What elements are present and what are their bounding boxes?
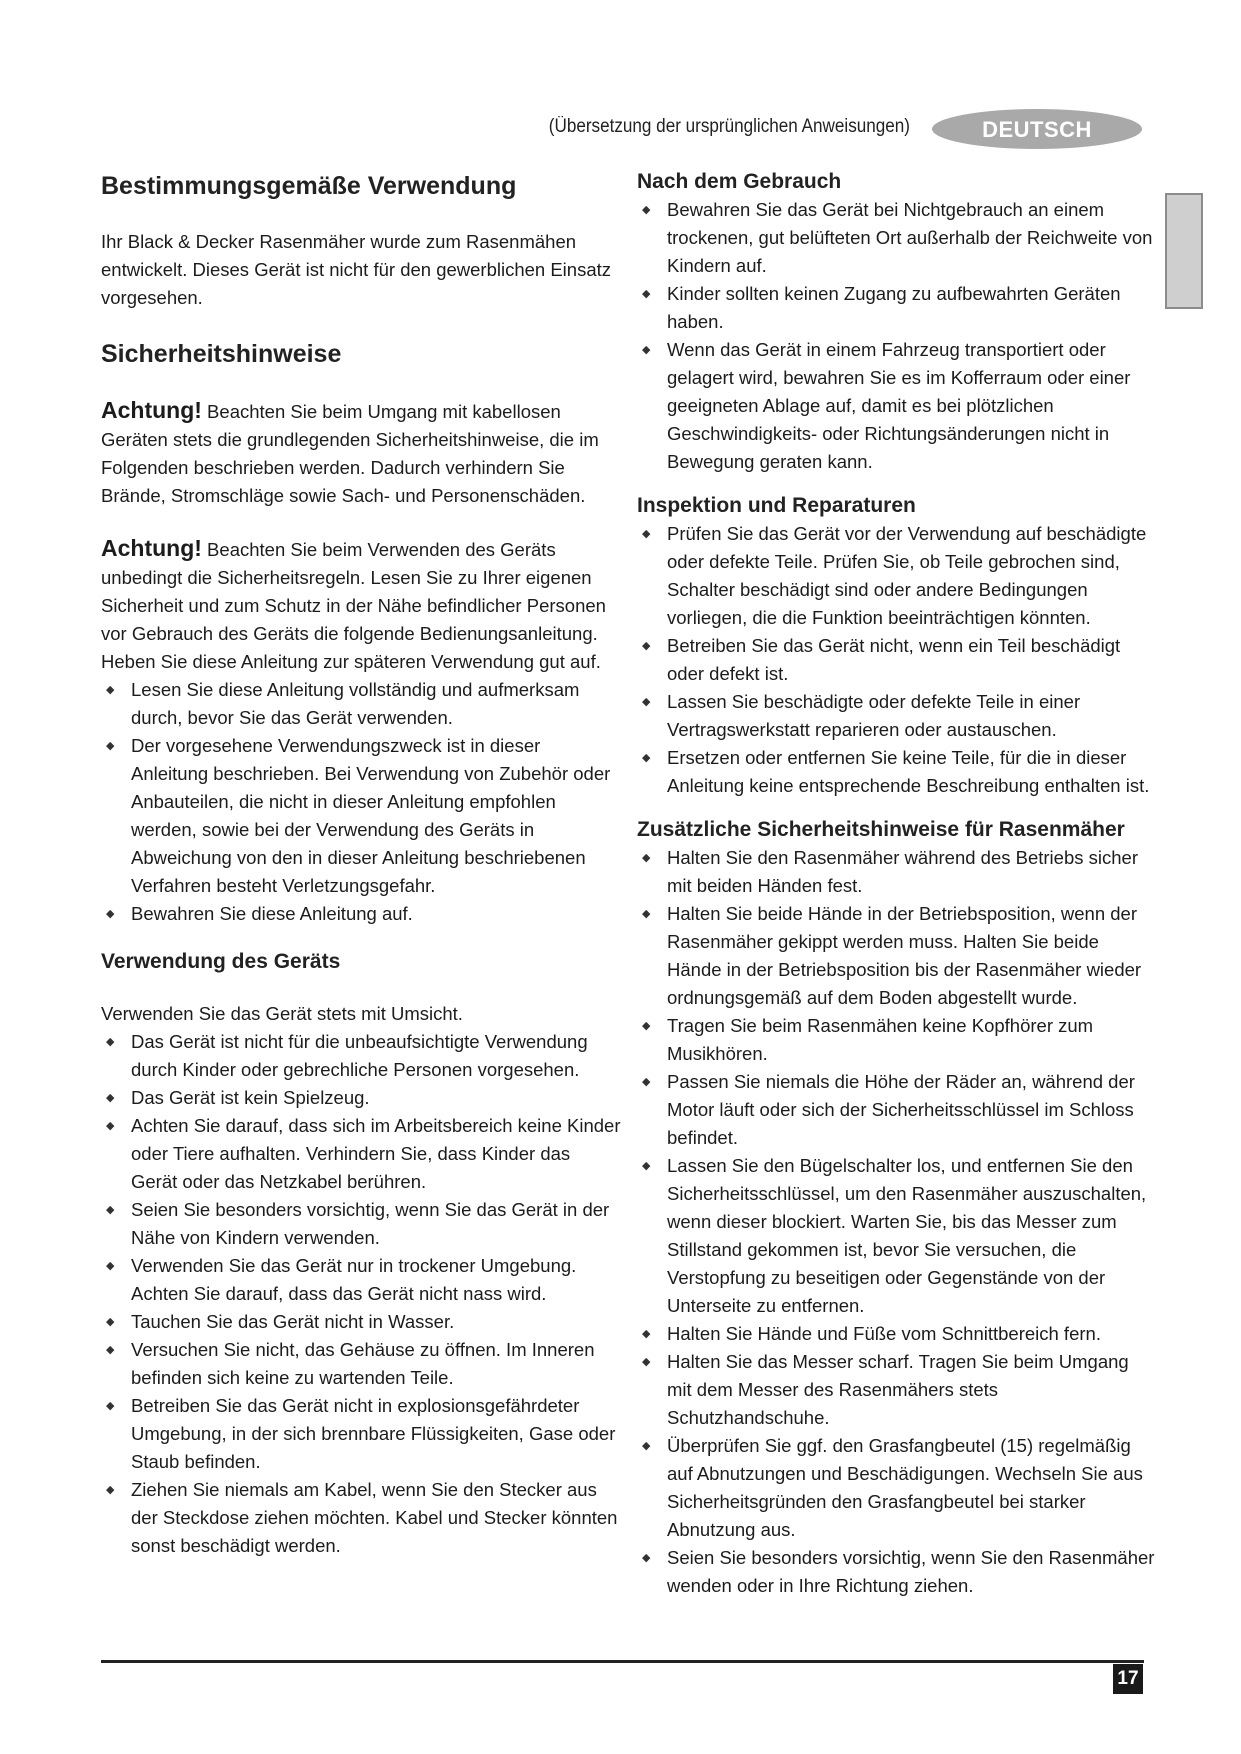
list-item: ◆ Das Gerät ist kein Spielzeug.: [131, 1084, 621, 1112]
list-item: ◆ Überprüfen Sie ggf. den Grasfangbeutel (15) regelmäßig auf Abnutzungen und Beschädigungen. Wechseln Sie aus Sicherheitsgründen den Grasfangbeutel bei starker Abnutzung aus.: [667, 1432, 1157, 1544]
list-item: ◆ Halten Sie beide Hände in der Betriebsposition, wenn der Rasenmäher gekippt werden muss. Halten Sie beide Hände in der Betriebsposition bis der Rasenmäher wieder ordnungsgemäß auf dem Boden abgestellt wurde.: [667, 900, 1157, 1012]
device-use-bullet-list: [101, 1028, 621, 1560]
list-item: ◆ Verwenden Sie das Gerät nur in trockener Umgebung. Achten Sie darauf, dass das Gerät nicht nass wird.: [131, 1252, 621, 1308]
footer-rule: [101, 1660, 1144, 1663]
list-item: ◆ Betreiben Sie das Gerät nicht in explosionsgefährdeter Umgebung, in der sich brennbare Flüssigkeiten, Gase oder Staub befinden.: [131, 1392, 621, 1476]
list-item: ◆ Lassen Sie den Bügelschalter los, und entfernen Sie den Sicherheitsschlüssel, um den Rasenmäher auszuschalten, wenn dieser blockiert. Warten Sie, bis das Messer zum Stillstand gekommen ist, bevor Sie versuchen, die Verstopfung zu beseitigen oder Gegenstände von der Unterseite zu entfernen.: [667, 1152, 1157, 1320]
intended-use-text: Ihr Black & Decker Rasenmäher wurde zum Rasenmähen entwickelt. Dieses Gerät ist nicht für den gewerblichen Einsatz vorgesehen.: [101, 231, 612, 308]
safety-bullet-list: [101, 676, 621, 928]
after-use-heading: Nach dem Gebrauch: [637, 170, 842, 193]
safety-heading: Sicherheitshinweise: [101, 340, 342, 368]
left-column: [101, 168, 621, 1560]
list-item: ◆ Bewahren Sie diese Anleitung auf.: [131, 900, 621, 928]
list-item: ◆ Seien Sie besonders vorsichtig, wenn Sie den Rasenmäher wenden oder in Ihre Richtung ziehen.: [667, 1544, 1157, 1600]
translation-note: (Übersetzung der ursprünglichen Anweisungen): [548, 116, 910, 137]
list-item: ◆ Wenn das Gerät in einem Fahrzeug transportiert oder gelagert wird, bewahren Sie es im Kofferraum oder einer geeigneten Ablage auf, damit es bei plötzlichen Geschwindigkeits- oder Richtungsänderungen nicht in Bewegung geraten kann.: [667, 336, 1157, 476]
after-use-bullet-list: [637, 196, 1157, 476]
right-column: [637, 168, 1157, 1600]
list-item: ◆ Kinder sollten keinen Zugang zu aufbewahrten Geräten haben.: [667, 280, 1157, 336]
list-item: ◆ Lassen Sie beschädigte oder defekte Teile in einer Vertragswerkstatt reparieren oder austauschen.: [667, 688, 1157, 744]
intended-use-heading: Bestimmungsgemäße Verwendung: [101, 172, 517, 200]
list-item: ◆ Lesen Sie diese Anleitung vollständig und aufmerksam durch, bevor Sie das Gerät verwenden.: [131, 676, 621, 732]
list-item: ◆ Ziehen Sie niemals am Kabel, wenn Sie den Stecker aus der Steckdose ziehen möchten. Kabel und Stecker könnten sonst beschädigt werden.: [131, 1476, 621, 1560]
safety-warning-1: [101, 396, 621, 510]
device-use-heading: Verwendung des Geräts: [101, 950, 341, 973]
list-item: ◆ Tragen Sie beim Rasenmähen keine Kopfhörer zum Musikhören.: [667, 1012, 1157, 1068]
warning-text: Beachten Sie beim Verwenden des Geräts unbedingt die Sicherheitsregeln. Lesen Sie zu Ihrer eigenen Sicherheit und zum Schutz in der Nähe befindlicher Personen vor Gebrauch des Geräts die folgende Bedienungsanleitung. Heben Sie diese Anleitung zur späteren Verwendung gut auf.: [101, 539, 606, 672]
warning-text: Beachten Sie beim Umgang mit kabellosen Geräten stets die grundlegenden Sicherheitshinweise, die im Folgenden beschrieben werden. Dadurch verhindern Sie Brände, Stromschläge sowie Sach- und Personenschäden.: [101, 401, 599, 506]
list-item: ◆ Halten Sie Hände und Füße vom Schnittbereich fern.: [667, 1320, 1157, 1348]
section-tab-marker: [1165, 193, 1203, 309]
list-item: ◆ Seien Sie besonders vorsichtig, wenn Sie das Gerät in der Nähe von Kindern verwenden.: [131, 1196, 621, 1252]
list-item: ◆ Der vorgesehene Verwendungszweck ist in dieser Anleitung beschrieben. Bei Verwendung von Zubehör oder Anbauteilen, die nicht in dieser Anleitung empfohlen werden, sowie bei der Verwendung des Geräts in Abweichung von den in dieser Anleitung beschriebenen Verfahren besteht Verletzungsgefahr.: [131, 732, 621, 900]
warning-label: Achtung!: [101, 397, 202, 423]
list-item: ◆ Passen Sie niemals die Höhe der Räder an, während der Motor läuft oder sich der Sicherheitsschlüssel im Schloss befindet.: [667, 1068, 1157, 1152]
language-badge: DEUTSCH: [932, 109, 1142, 149]
list-item: ◆ Bewahren Sie das Gerät bei Nichtgebrauch an einem trockenen, gut belüfteten Ort außerhalb der Reichweite von Kindern auf.: [667, 196, 1157, 280]
device-use-intro: Verwenden Sie das Gerät stets mit Umsicht.: [101, 1003, 463, 1024]
safety-warning-2: [101, 534, 621, 676]
list-item: ◆ Halten Sie den Rasenmäher während des Betriebs sicher mit beiden Händen fest.: [667, 844, 1157, 900]
list-item: ◆ Das Gerät ist nicht für die unbeaufsichtigte Verwendung durch Kinder oder gebrechliche Personen vorgesehen.: [131, 1028, 621, 1084]
list-item: ◆ Achten Sie darauf, dass sich im Arbeitsbereich keine Kinder oder Tiere aufhalten. Verhindern Sie, dass Kinder das Gerät oder das Netzkabel berühren.: [131, 1112, 621, 1196]
list-item: ◆ Versuchen Sie nicht, das Gehäuse zu öffnen. Im Inneren befinden sich keine zu wartenden Teile.: [131, 1336, 621, 1392]
inspection-heading: Inspektion und Reparaturen: [637, 494, 916, 517]
inspection-bullet-list: [637, 520, 1157, 800]
list-item: ◆ Betreiben Sie das Gerät nicht, wenn ein Teil beschädigt oder defekt ist.: [667, 632, 1157, 688]
list-item: ◆ Ersetzen oder entfernen Sie keine Teile, für die in dieser Anleitung keine entsprechende Beschreibung enthalten ist.: [667, 744, 1157, 800]
list-item: ◆ Prüfen Sie das Gerät vor der Verwendung auf beschädigte oder defekte Teile. Prüfen Sie, ob Teile gebrochen sind, Schalter beschädigt sind oder andere Bedingungen vorliegen, die die Funktion beeinträchtigen könnten.: [667, 520, 1157, 632]
page-number: 17: [1113, 1664, 1143, 1694]
lawnmower-safety-heading: Zusätzliche Sicherheitshinweise für Rasenmäher: [637, 818, 1125, 841]
warning-label: Achtung!: [101, 535, 202, 561]
list-item: ◆ Halten Sie das Messer scharf. Tragen Sie beim Umgang mit dem Messer des Rasenmähers stets Schutzhandschuhe.: [667, 1348, 1157, 1432]
lawnmower-safety-bullet-list: [637, 844, 1157, 1600]
list-item: ◆ Tauchen Sie das Gerät nicht in Wasser.: [131, 1308, 621, 1336]
